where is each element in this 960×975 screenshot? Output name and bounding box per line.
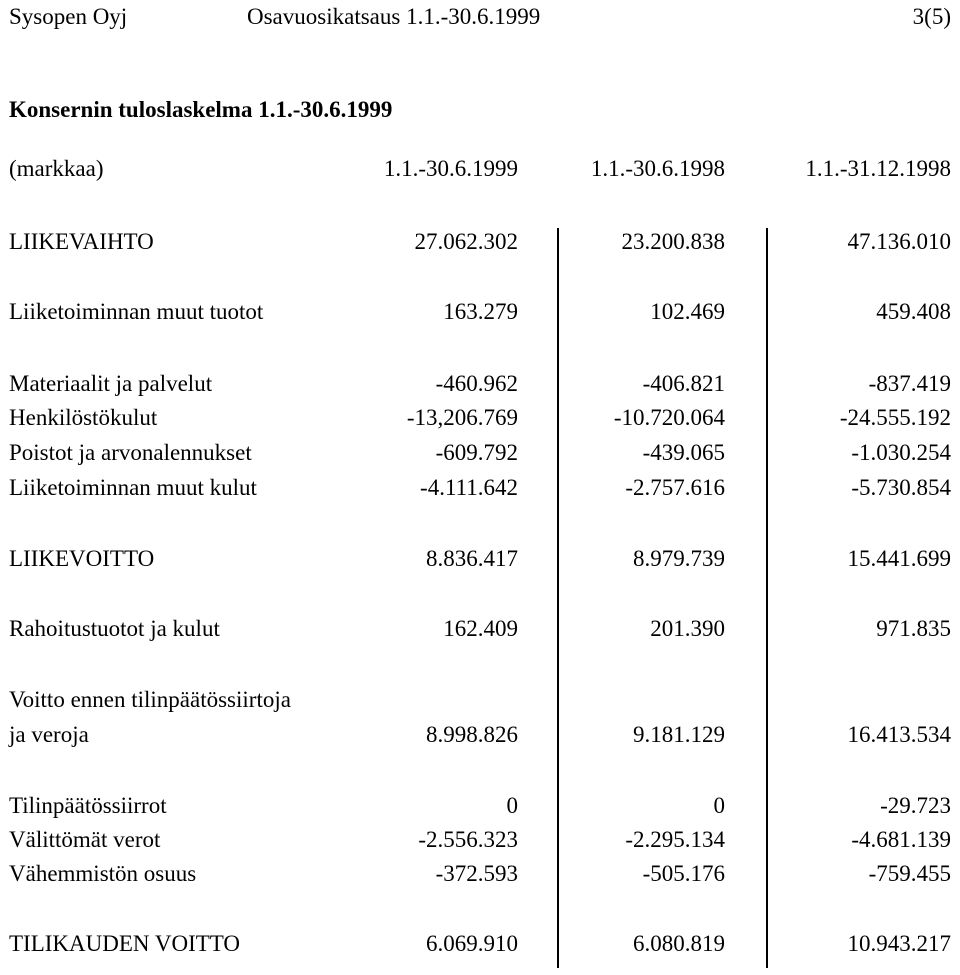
page-number: 3(5) [912, 4, 951, 29]
row-value-2: -505.176 [642, 861, 725, 886]
column-header-1: 1.1.-30.6.1999 [383, 156, 518, 181]
row-label: Poistot ja arvonalennukset [9, 440, 252, 465]
column-header-2: 1.1.-30.6.1998 [590, 156, 725, 181]
row-label: Rahoitustuotot ja kulut [9, 616, 220, 641]
row-label: Tilinpäätössiirrot [9, 793, 167, 818]
row-value-1: 162.409 [443, 616, 518, 641]
row-label: Liiketoiminnan muut kulut [9, 475, 257, 500]
row-label: Vähemmistön osuus [9, 861, 197, 886]
row-value-2: 6.080.819 [633, 931, 725, 956]
row-value-2: 0 [713, 793, 725, 818]
row-label: Materiaalit ja palvelut [9, 371, 213, 396]
row-value-2: 8.979.739 [633, 546, 725, 571]
row-value-3: -759.455 [868, 861, 951, 886]
unit-label: (markkaa) [9, 156, 104, 181]
row-value-2: -2.295.134 [625, 827, 725, 852]
column-divider-2 [766, 228, 768, 968]
row-value-2: -2.757.616 [625, 475, 725, 500]
row-value-2: -10.720.064 [613, 405, 725, 430]
row-label-prefix: Voitto ennen tilinpäätössiirtoja [9, 687, 291, 712]
row-value-2: 23.200.838 [621, 229, 725, 254]
row-label: Liiketoiminnan muut tuotot [9, 299, 264, 324]
row-value-3: 47.136.010 [847, 229, 951, 254]
company-name: Sysopen Oyj [9, 4, 128, 29]
row-value-3: 459.408 [876, 299, 951, 324]
row-value-2: 201.390 [650, 616, 725, 641]
row-value-1: -609.792 [435, 440, 518, 465]
row-label: LIIKEVAIHTO [9, 229, 154, 254]
row-value-1: 6.069.910 [426, 931, 518, 956]
row-label: LIIKEVOITTO [9, 546, 155, 571]
row-value-3: -24.555.192 [839, 405, 951, 430]
column-header-3: 1.1.-31.12.1998 [805, 156, 951, 181]
column-divider-1 [557, 228, 559, 968]
row-label: TILIKAUDEN VOITTO [9, 931, 241, 956]
row-value-1: -372.593 [435, 861, 518, 886]
row-value-3: -1.030.254 [851, 440, 951, 465]
row-value-1: 8.836.417 [426, 546, 518, 571]
statement-title: Konsernin tuloslaskelma 1.1.-30.6.1999 [9, 97, 393, 122]
row-value-2: -439.065 [642, 440, 725, 465]
row-label: Henkilöstökulut [9, 405, 158, 430]
row-value-2: 102.469 [650, 299, 725, 324]
row-value-3: 10.943.217 [847, 931, 951, 956]
row-value-3: 971.835 [876, 616, 951, 641]
row-value-1: 8.998.826 [426, 722, 518, 747]
row-value-1: -2.556.323 [418, 827, 518, 852]
row-value-1: 0 [506, 793, 518, 818]
row-value-1: -13,206.769 [406, 405, 518, 430]
row-value-3: 16.413.534 [847, 722, 951, 747]
row-value-1: -460.962 [435, 371, 518, 396]
row-value-1: -4.111.642 [420, 475, 518, 500]
row-value-3: -4.681.139 [851, 827, 951, 852]
row-value-1: 27.062.302 [414, 229, 518, 254]
row-value-2: -406.821 [642, 371, 725, 396]
row-value-3: -837.419 [868, 371, 951, 396]
row-value-3: -29.723 [880, 793, 951, 818]
row-value-3: 15.441.699 [847, 546, 951, 571]
row-label: Välittömät verot [9, 827, 161, 852]
row-value-3: -5.730.854 [851, 475, 951, 500]
row-value-1: 163.279 [443, 299, 518, 324]
row-value-2: 9.181.129 [633, 722, 725, 747]
report-title: Osavuosikatsaus 1.1.-30.6.1999 [247, 4, 541, 29]
row-label: ja veroja [9, 722, 89, 747]
